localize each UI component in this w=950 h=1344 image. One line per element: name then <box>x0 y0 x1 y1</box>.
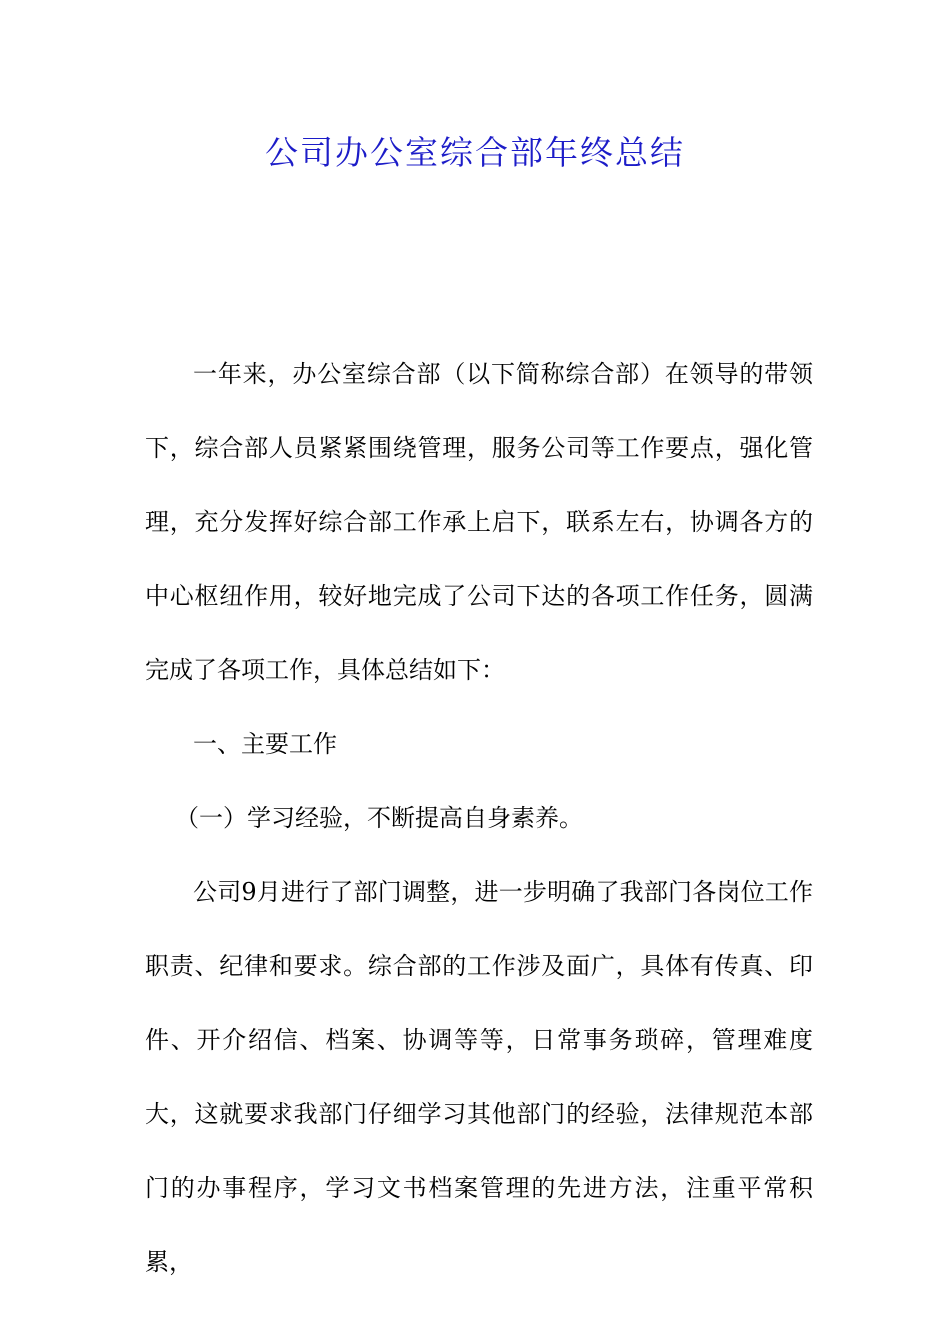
section-heading: 一、主要工作 <box>193 730 337 758</box>
subsection-heading: （一）学习经验，不断提高自身素养。 <box>175 804 583 832</box>
paragraph-intro: 一年来，办公室综合部（以下简称综合部）在领导的带领下，综合部人员紧紧围绕管理，服务公司等工作要点，强化管理，充分发挥好综合部工作承上启下，联系左右，协调各方的中心枢纽作用，较好地完成了公司下达的各项工作任务，圆满完成了各项工作，具体总结如下： <box>145 360 813 684</box>
document-body <box>145 337 813 1299</box>
document-title: 公司办公室综合部年终总结 <box>265 133 685 172</box>
paragraph-body: 公司9月进行了部门调整，进一步明确了我部门各岗位工作职责、纪律和要求。综合部的工作涉及面广，具体有传真、印件、开介绍信、档案、协调等等，日常事务琐碎，管理难度大，这就要求我部门仔细学习其他部门的经验，法律规范本部门的办事程序，学习文书档案管理的先进方法，注重平常积累， <box>145 878 813 1276</box>
